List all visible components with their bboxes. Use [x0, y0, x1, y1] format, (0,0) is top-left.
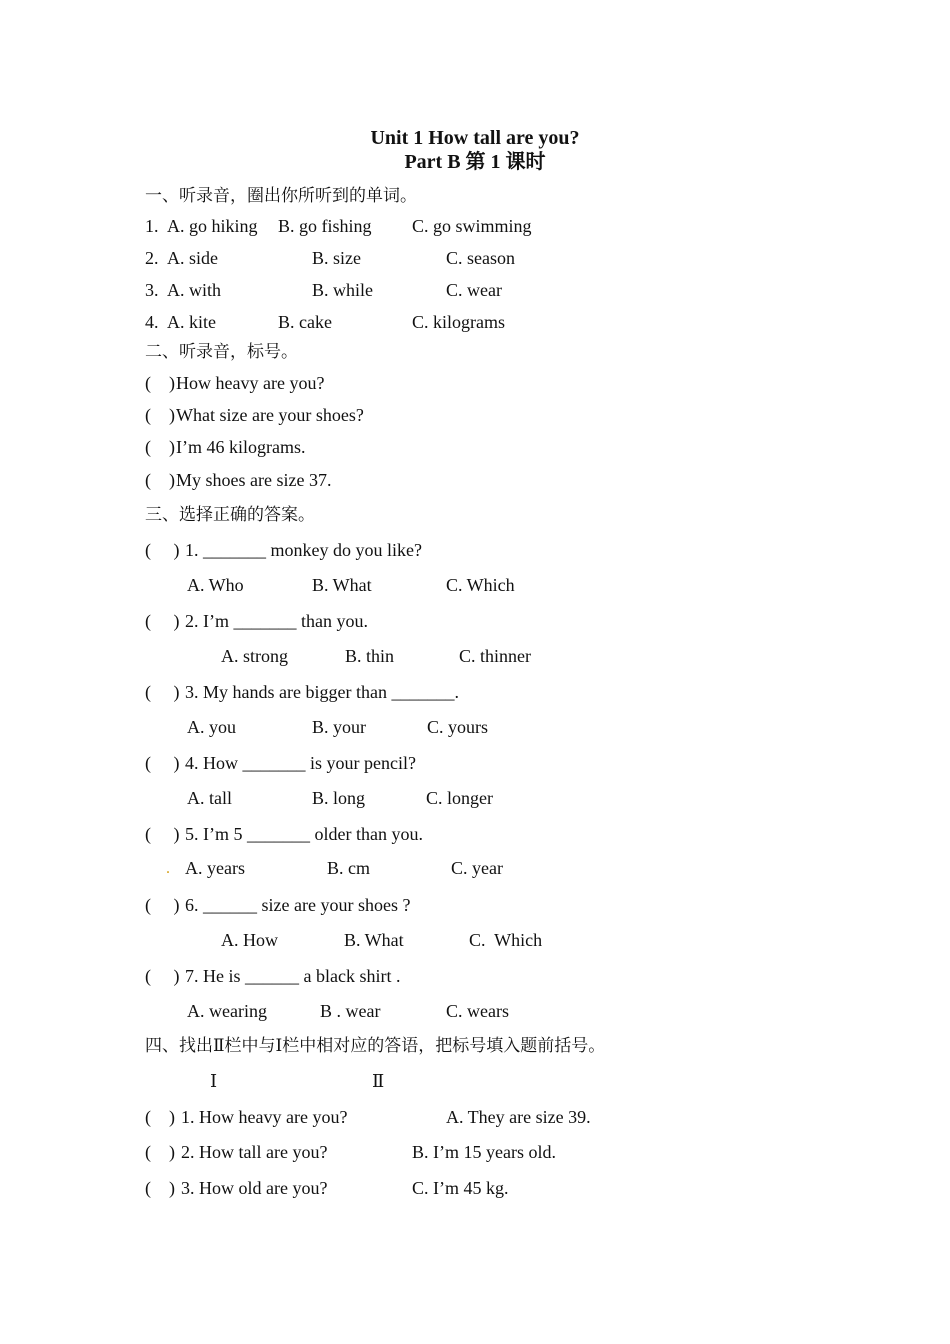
- option-c: C. longer: [426, 788, 493, 808]
- row-number: 4.: [145, 312, 159, 332]
- answer-bracket: ( ): [145, 1178, 175, 1198]
- answer-bracket: ( ): [145, 1142, 175, 1162]
- option-c: C. year: [451, 858, 503, 878]
- answer-text: A. They are size 39.: [446, 1107, 591, 1127]
- column-header-2: Ⅱ: [372, 1071, 385, 1091]
- option-c: C. go swimming: [412, 216, 532, 236]
- section1-heading: 一、听录音，圈出你所听到的单词。: [145, 186, 417, 205]
- option-b: B. cm: [327, 858, 370, 878]
- row-number: 1.: [145, 216, 159, 236]
- answer-bracket: ( ): [145, 682, 180, 702]
- question-text: 7. He is ______ a black shirt .: [185, 966, 401, 986]
- answer-bracket: ( ): [145, 611, 180, 631]
- question-text: 5. I’m 5 _______ older than you.: [185, 824, 423, 844]
- option-b: B. size: [312, 248, 361, 268]
- sentence: I’m 46 kilograms.: [176, 437, 306, 457]
- option-c: C. season: [446, 248, 515, 268]
- answer-bracket: ( ): [145, 470, 175, 490]
- option-a: A. How: [221, 930, 278, 950]
- option-b: B. while: [312, 280, 373, 300]
- option-b: B. go fishing: [278, 216, 372, 236]
- sentence: How heavy are you?: [176, 373, 325, 393]
- question-text: 3. How old are you?: [181, 1178, 328, 1198]
- question-text: 3. My hands are bigger than _______.: [185, 682, 459, 702]
- option-b: B. What: [312, 575, 372, 595]
- question-text: 4. How _______ is your pencil?: [185, 753, 416, 773]
- question-text: 2. How tall are you?: [181, 1142, 328, 1162]
- answer-bracket: ( ): [145, 405, 175, 425]
- option-b: B. thin: [345, 646, 395, 666]
- option-c: C. yours: [427, 717, 489, 737]
- answer-bracket: ( ): [145, 966, 180, 986]
- option-a: A. side: [167, 248, 218, 268]
- sentence: My shoes are size 37.: [176, 470, 332, 490]
- option-c: C. wear: [446, 280, 502, 300]
- answer-bracket: ( ): [145, 753, 180, 773]
- stray-dot-mark: .: [166, 860, 170, 877]
- answer-text: C. I’m 45 kg.: [412, 1178, 509, 1198]
- title-line-1: Unit 1 How tall are you?: [370, 127, 580, 149]
- question-text: 1. How heavy are you?: [181, 1107, 348, 1127]
- option-a: A. Who: [187, 575, 244, 595]
- section3-heading: 三、选择正确的答案。: [145, 505, 315, 524]
- column-header-1: Ⅰ: [210, 1071, 218, 1091]
- option-a: A. with: [167, 280, 221, 300]
- option-a: A. tall: [187, 788, 232, 808]
- option-c: C. thinner: [459, 646, 531, 666]
- section4-heading: 四、找出Ⅱ栏中与Ⅰ栏中相对应的答语，把标号填入题前括号。: [145, 1036, 606, 1055]
- answer-bracket: ( ): [145, 437, 175, 457]
- question-text: 2. I’m _______ than you.: [185, 611, 368, 631]
- option-b: B. long: [312, 788, 366, 808]
- answer-bracket: ( ): [145, 895, 180, 915]
- answer-bracket: ( ): [145, 824, 180, 844]
- title-line-2: Part B 第 1 课时: [404, 151, 546, 173]
- option-a: A. you: [187, 717, 236, 737]
- option-b: B . wear: [320, 1001, 381, 1021]
- option-b: B. your: [312, 717, 366, 737]
- row-number: 2.: [145, 248, 159, 268]
- option-a: A. wearing: [187, 1001, 267, 1021]
- section2-heading: 二、听录音，标号。: [145, 342, 298, 361]
- option-c: C. kilograms: [412, 312, 505, 332]
- option-a: A. go hiking: [167, 216, 258, 236]
- sentence: What size are your shoes?: [176, 405, 364, 425]
- question-text: 6. ______ size are your shoes ?: [185, 895, 411, 915]
- option-a: A. strong: [221, 646, 288, 666]
- option-a: A. kite: [167, 312, 216, 332]
- option-c: C. wears: [446, 1001, 509, 1021]
- question-text: 1. _______ monkey do you like?: [185, 540, 422, 560]
- answer-bracket: ( ): [145, 1107, 175, 1127]
- answer-bracket: ( ): [145, 373, 175, 393]
- option-b: B. cake: [278, 312, 332, 332]
- row-number: 3.: [145, 280, 159, 300]
- answer-text: B. I’m 15 years old.: [412, 1142, 556, 1162]
- option-c: C. Which: [469, 930, 543, 950]
- option-c: C. Which: [446, 575, 515, 595]
- answer-bracket: ( ): [145, 540, 180, 560]
- option-a: A. years: [185, 858, 245, 878]
- option-b: B. What: [344, 930, 404, 950]
